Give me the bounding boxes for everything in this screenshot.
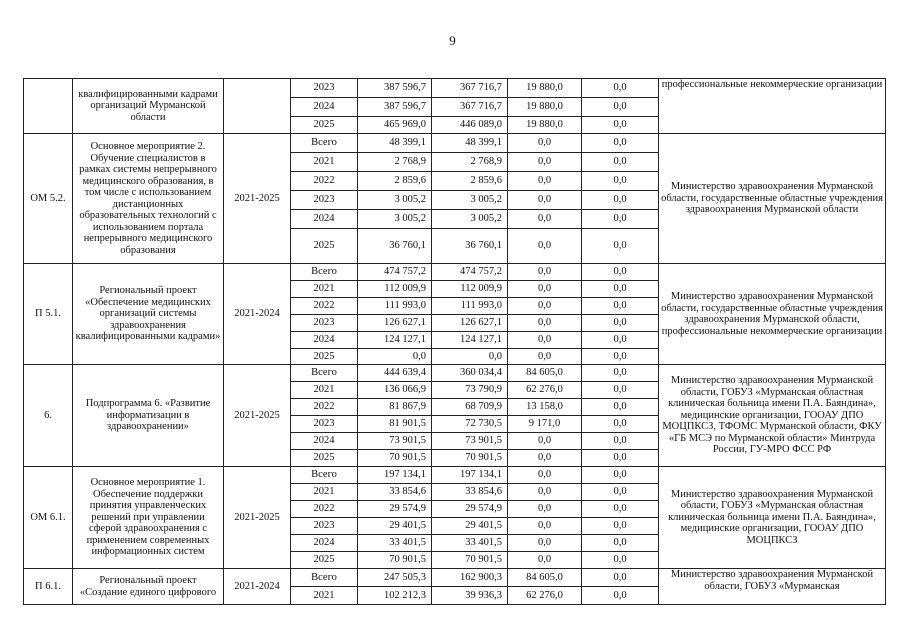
year-cell: 2024: [291, 433, 358, 450]
other-sources-cell: 0,0: [582, 79, 659, 98]
table-row: [24, 467, 886, 484]
other-sources-cell: 0,0: [582, 484, 659, 501]
total-cell: 465 969,0: [358, 117, 432, 134]
federal-budget-cell: 9 171,0: [508, 416, 582, 433]
other-sources-cell: 0,0: [582, 501, 659, 518]
federal-budget-cell: 0,0: [508, 501, 582, 518]
total-cell: 474 757,2: [358, 264, 432, 281]
regional-budget-cell: 73 901,5: [432, 433, 508, 450]
budget-table: [23, 78, 886, 605]
section-executors: Министерство здравоохранения Мурманской области, государственные областные учреждения здравоохранения Мурманской области, профессиональные некоммерческие организации: [659, 264, 886, 365]
total-cell: 81 901,5: [358, 416, 432, 433]
regional-budget-cell: 70 901,5: [432, 552, 508, 569]
federal-budget-cell: 0,0: [508, 315, 582, 332]
section-code: П 5.1.: [24, 264, 73, 365]
total-cell: 29 401,5: [358, 518, 432, 535]
section-period: 2021-2025: [224, 467, 291, 569]
section-code: [24, 79, 73, 134]
federal-budget-cell: 19 880,0: [508, 117, 582, 134]
year-cell: 2021: [291, 587, 358, 605]
year-cell: Всего: [291, 134, 358, 153]
total-cell: 33 854,6: [358, 484, 432, 501]
total-cell: 0,0: [358, 349, 432, 365]
regional-budget-cell: 73 790,9: [432, 382, 508, 399]
regional-budget-cell: 36 760,1: [432, 229, 508, 264]
total-cell: 111 993,0: [358, 298, 432, 315]
regional-budget-cell: 48 399,1: [432, 134, 508, 153]
regional-budget-cell: 33 854,6: [432, 484, 508, 501]
table-row: [24, 569, 886, 587]
year-cell: 2024: [291, 535, 358, 552]
total-cell: 81 867,9: [358, 399, 432, 416]
total-cell: 70 901,5: [358, 450, 432, 467]
federal-budget-cell: 0,0: [508, 134, 582, 153]
federal-budget-cell: 62 276,0: [508, 382, 582, 399]
regional-budget-cell: 29 401,5: [432, 518, 508, 535]
other-sources-cell: 0,0: [582, 433, 659, 450]
regional-budget-cell: 474 757,2: [432, 264, 508, 281]
regional-budget-cell: 2 768,9: [432, 153, 508, 172]
year-cell: 2022: [291, 298, 358, 315]
regional-budget-cell: 367 716,7: [432, 98, 508, 117]
page-number: 9: [449, 33, 456, 48]
other-sources-cell: 0,0: [582, 117, 659, 134]
federal-budget-cell: 13 158,0: [508, 399, 582, 416]
total-cell: 247 505,3: [358, 569, 432, 587]
federal-budget-cell: 0,0: [508, 153, 582, 172]
total-cell: 3 005,2: [358, 191, 432, 210]
federal-budget-cell: 0,0: [508, 518, 582, 535]
other-sources-cell: 0,0: [582, 315, 659, 332]
total-cell: 136 066,9: [358, 382, 432, 399]
year-cell: 2021: [291, 484, 358, 501]
federal-budget-cell: 0,0: [508, 349, 582, 365]
year-cell: 2021: [291, 153, 358, 172]
section-name: Региональный проект «Обеспечение медицинских организаций системы здравоохранения квалифицированными кадрами»: [73, 264, 224, 365]
year-cell: 2023: [291, 79, 358, 98]
other-sources-cell: 0,0: [582, 569, 659, 587]
section-name: Региональный проект «Создание единого цифрового: [73, 569, 224, 605]
other-sources-cell: 0,0: [582, 191, 659, 210]
section-period: 2021-2025: [224, 134, 291, 264]
year-cell: Всего: [291, 365, 358, 382]
section-executors: Министерство здравоохранения Мурманской области, ГОБУЗ «Мурманская: [659, 569, 886, 605]
total-cell: 444 639,4: [358, 365, 432, 382]
federal-budget-cell: 0,0: [508, 298, 582, 315]
year-cell: 2022: [291, 172, 358, 191]
federal-budget-cell: 19 880,0: [508, 79, 582, 98]
section-name: Основное мероприятие 2. Обучение специалистов в рамках системы непрерывного медицинского образования, в том числе с использованием дистанционных образовательных технологий с использованием портала непрерывного медицинского образования: [73, 134, 224, 264]
regional-budget-cell: 2 859,6: [432, 172, 508, 191]
table-row: [24, 79, 886, 98]
year-cell: 2022: [291, 501, 358, 518]
regional-budget-cell: 124 127,1: [432, 332, 508, 349]
other-sources-cell: 0,0: [582, 365, 659, 382]
regional-budget-cell: 162 900,3: [432, 569, 508, 587]
regional-budget-cell: 3 005,2: [432, 210, 508, 229]
section-name: Основное мероприятие 1. Обеспечение поддержки принятия управленческих решений при управлении сферой здравоохранения с применением современных информационных систем: [73, 467, 224, 569]
other-sources-cell: 0,0: [582, 210, 659, 229]
federal-budget-cell: 0,0: [508, 484, 582, 501]
other-sources-cell: 0,0: [582, 153, 659, 172]
section-code: ОМ 5.2.: [24, 134, 73, 264]
section-period: [224, 79, 291, 134]
year-cell: 2023: [291, 191, 358, 210]
year-cell: 2023: [291, 416, 358, 433]
other-sources-cell: 0,0: [582, 399, 659, 416]
federal-budget-cell: 0,0: [508, 264, 582, 281]
section-executors: Министерство здравоохранения Мурманской области, государственные областные учреждения здравоохранения Мурманской области: [659, 134, 886, 264]
other-sources-cell: 0,0: [582, 467, 659, 484]
other-sources-cell: 0,0: [582, 98, 659, 117]
other-sources-cell: 0,0: [582, 349, 659, 365]
year-cell: 2023: [291, 518, 358, 535]
federal-budget-cell: 84 605,0: [508, 569, 582, 587]
section-period: 2021-2025: [224, 365, 291, 467]
regional-budget-cell: 126 627,1: [432, 315, 508, 332]
total-cell: 29 574,9: [358, 501, 432, 518]
total-cell: 33 401,5: [358, 535, 432, 552]
other-sources-cell: 0,0: [582, 134, 659, 153]
federal-budget-cell: 0,0: [508, 210, 582, 229]
table-row: [24, 134, 886, 153]
other-sources-cell: 0,0: [582, 229, 659, 264]
federal-budget-cell: 19 880,0: [508, 98, 582, 117]
regional-budget-cell: 0,0: [432, 349, 508, 365]
total-cell: 36 760,1: [358, 229, 432, 264]
year-cell: 2025: [291, 450, 358, 467]
other-sources-cell: 0,0: [582, 518, 659, 535]
total-cell: 197 134,1: [358, 467, 432, 484]
year-cell: 2024: [291, 98, 358, 117]
regional-budget-cell: 197 134,1: [432, 467, 508, 484]
other-sources-cell: 0,0: [582, 298, 659, 315]
year-cell: 2025: [291, 552, 358, 569]
federal-budget-cell: 0,0: [508, 535, 582, 552]
federal-budget-cell: 0,0: [508, 172, 582, 191]
regional-budget-cell: 68 709,9: [432, 399, 508, 416]
regional-budget-cell: 72 730,5: [432, 416, 508, 433]
other-sources-cell: 0,0: [582, 450, 659, 467]
total-cell: 387 596,7: [358, 79, 432, 98]
year-cell: 2025: [291, 229, 358, 264]
federal-budget-cell: 0,0: [508, 281, 582, 298]
federal-budget-cell: 0,0: [508, 191, 582, 210]
year-cell: Всего: [291, 569, 358, 587]
federal-budget-cell: 0,0: [508, 450, 582, 467]
federal-budget-cell: 62 276,0: [508, 587, 582, 605]
section-period: 2021-2024: [224, 264, 291, 365]
section-executors: Министерство здравоохранения Мурманской области, ГОБУЗ «Мурманская областная клиническая больница имени П.А. Баяндина», медицинские организации, ГООАУ ДПО МОЦПКСЗ, ТФОМС Мурманской области, ФКУ «ГБ МСЭ по Мурманской области» Минтруда России, ГУ-МРО ФСС РФ: [659, 365, 886, 467]
other-sources-cell: 0,0: [582, 416, 659, 433]
regional-budget-cell: 111 993,0: [432, 298, 508, 315]
year-cell: 2025: [291, 117, 358, 134]
year-cell: Всего: [291, 264, 358, 281]
section-code: П 6.1.: [24, 569, 73, 605]
total-cell: 102 212,3: [358, 587, 432, 605]
section-executors: профессиональные некоммерческие организации: [659, 79, 886, 134]
year-cell: 2021: [291, 382, 358, 399]
total-cell: 3 005,2: [358, 210, 432, 229]
other-sources-cell: 0,0: [582, 382, 659, 399]
total-cell: 126 627,1: [358, 315, 432, 332]
federal-budget-cell: 84 605,0: [508, 365, 582, 382]
year-cell: 2024: [291, 210, 358, 229]
year-cell: 2024: [291, 332, 358, 349]
regional-budget-cell: 112 009,9: [432, 281, 508, 298]
table-row: [24, 365, 886, 382]
total-cell: 48 399,1: [358, 134, 432, 153]
year-cell: 2022: [291, 399, 358, 416]
year-cell: Всего: [291, 467, 358, 484]
regional-budget-cell: 33 401,5: [432, 535, 508, 552]
other-sources-cell: 0,0: [582, 535, 659, 552]
total-cell: 124 127,1: [358, 332, 432, 349]
federal-budget-cell: 0,0: [508, 467, 582, 484]
section-executors: Министерство здравоохранения Мурманской области, ГОБУЗ «Мурманская областная клиническая больница имени П.А. Баяндина», медицинские организации, ГООАУ ДПО МОЦПКСЗ: [659, 467, 886, 569]
total-cell: 387 596,7: [358, 98, 432, 117]
other-sources-cell: 0,0: [582, 264, 659, 281]
section-period: 2021-2024: [224, 569, 291, 605]
federal-budget-cell: 0,0: [508, 332, 582, 349]
total-cell: 112 009,9: [358, 281, 432, 298]
regional-budget-cell: 29 574,9: [432, 501, 508, 518]
regional-budget-cell: 39 936,3: [432, 587, 508, 605]
section-name: квалифицированными кадрами организаций Мурманской области: [73, 79, 224, 134]
other-sources-cell: 0,0: [582, 281, 659, 298]
other-sources-cell: 0,0: [582, 552, 659, 569]
regional-budget-cell: 70 901,5: [432, 450, 508, 467]
regional-budget-cell: 446 089,0: [432, 117, 508, 134]
total-cell: 2 768,9: [358, 153, 432, 172]
total-cell: 70 901,5: [358, 552, 432, 569]
regional-budget-cell: 3 005,2: [432, 191, 508, 210]
total-cell: 73 901,5: [358, 433, 432, 450]
federal-budget-cell: 0,0: [508, 433, 582, 450]
regional-budget-cell: 367 716,7: [432, 79, 508, 98]
year-cell: 2021: [291, 281, 358, 298]
section-code: ОМ 6.1.: [24, 467, 73, 569]
regional-budget-cell: 360 034,4: [432, 365, 508, 382]
other-sources-cell: 0,0: [582, 172, 659, 191]
section-code: 6.: [24, 365, 73, 467]
year-cell: 2023: [291, 315, 358, 332]
section-name: Подпрограмма 6. «Развитие информатизации в здравоохранении»: [73, 365, 224, 467]
total-cell: 2 859,6: [358, 172, 432, 191]
federal-budget-cell: 0,0: [508, 552, 582, 569]
other-sources-cell: 0,0: [582, 332, 659, 349]
other-sources-cell: 0,0: [582, 587, 659, 605]
year-cell: 2025: [291, 349, 358, 365]
federal-budget-cell: 0,0: [508, 229, 582, 264]
table-row: [24, 264, 886, 281]
